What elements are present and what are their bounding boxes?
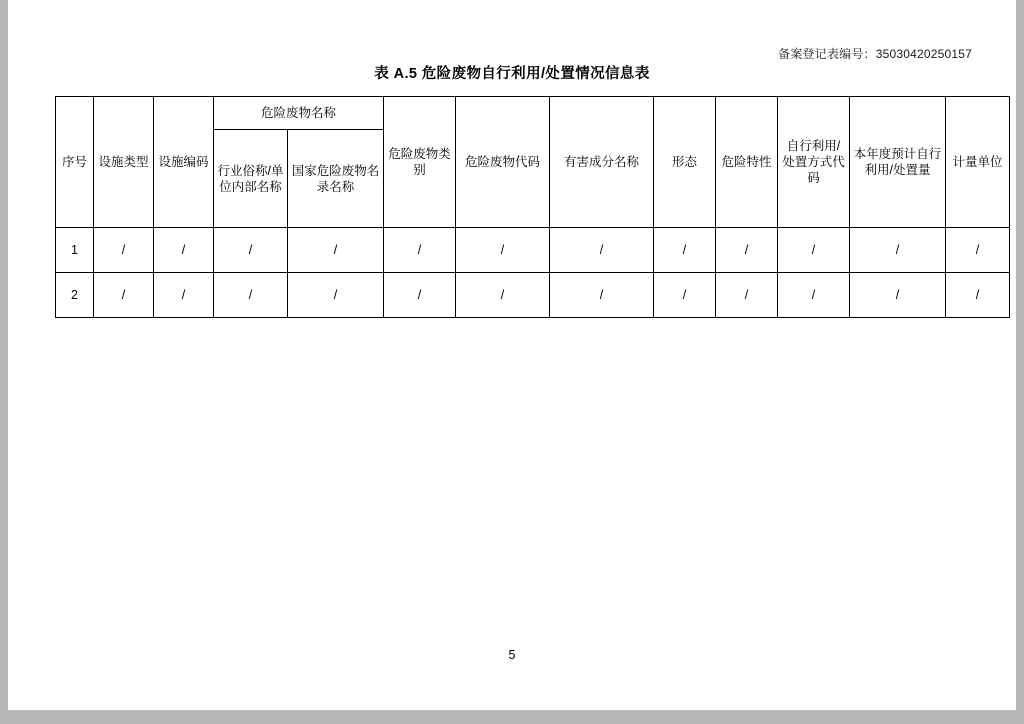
record-number: 备案登记表编号：35030420250157 bbox=[778, 47, 972, 61]
document-page bbox=[8, 0, 1016, 710]
cell-waste-code: / bbox=[456, 228, 550, 273]
cell-hazard-property: / bbox=[716, 228, 778, 273]
header-facility-type: 设施类型 bbox=[94, 97, 154, 228]
header-hazard-property: 危险特性 bbox=[716, 97, 778, 228]
header-waste-name-group: 危险废物名称 bbox=[214, 97, 384, 130]
waste-disposal-table-wrapper bbox=[55, 96, 1003, 318]
header-planned-amount: 本年度预计自行利用/处置量 bbox=[850, 97, 946, 228]
cell-form: / bbox=[654, 273, 716, 318]
cell-harmful-component: / bbox=[550, 273, 654, 318]
cell-disposal-method-code: / bbox=[778, 273, 850, 318]
header-facility-code: 设施编码 bbox=[154, 97, 214, 228]
header-industry-name: 行业俗称/单位内部名称 bbox=[214, 130, 288, 228]
header-harmful-component: 有害成分名称 bbox=[550, 97, 654, 228]
table-header-row-group bbox=[56, 97, 1010, 130]
header-seq: 序号 bbox=[56, 97, 94, 228]
header-disposal-method-code: 自行利用/处置方式代码 bbox=[778, 97, 850, 228]
cell-unit: / bbox=[946, 228, 1010, 273]
cell-facility-type: / bbox=[94, 273, 154, 318]
cell-national-catalog-name: / bbox=[288, 273, 384, 318]
page-number: 5 bbox=[508, 648, 516, 662]
cell-waste-category: / bbox=[384, 273, 456, 318]
cell-facility-code: / bbox=[154, 273, 214, 318]
cell-facility-code: / bbox=[154, 228, 214, 273]
header-national-catalog-name: 国家危险废物名录名称 bbox=[288, 130, 384, 228]
cell-form: / bbox=[654, 228, 716, 273]
header-waste-category: 危险废物类别 bbox=[384, 97, 456, 228]
cell-unit: / bbox=[946, 273, 1010, 318]
header-unit: 计量单位 bbox=[946, 97, 1010, 228]
cell-facility-type: / bbox=[94, 228, 154, 273]
cell-waste-code: / bbox=[456, 273, 550, 318]
waste-disposal-table bbox=[55, 96, 1010, 318]
header-waste-code: 危险废物代码 bbox=[456, 97, 550, 228]
cell-harmful-component: / bbox=[550, 228, 654, 273]
table-row bbox=[56, 273, 1010, 318]
cell-planned-amount: / bbox=[850, 228, 946, 273]
header-form: 形态 bbox=[654, 97, 716, 228]
cell-seq: 1 bbox=[56, 228, 94, 273]
cell-disposal-method-code: / bbox=[778, 228, 850, 273]
cell-industry-name: / bbox=[214, 273, 288, 318]
cell-national-catalog-name: / bbox=[288, 228, 384, 273]
cell-planned-amount: / bbox=[850, 273, 946, 318]
cell-hazard-property: / bbox=[716, 273, 778, 318]
table-row bbox=[56, 228, 1010, 273]
cell-waste-category: / bbox=[384, 228, 456, 273]
cell-industry-name: / bbox=[214, 228, 288, 273]
cell-seq: 2 bbox=[56, 273, 94, 318]
page-title: 表 A.5 危险废物自行利用/处置情况信息表 bbox=[374, 66, 650, 82]
